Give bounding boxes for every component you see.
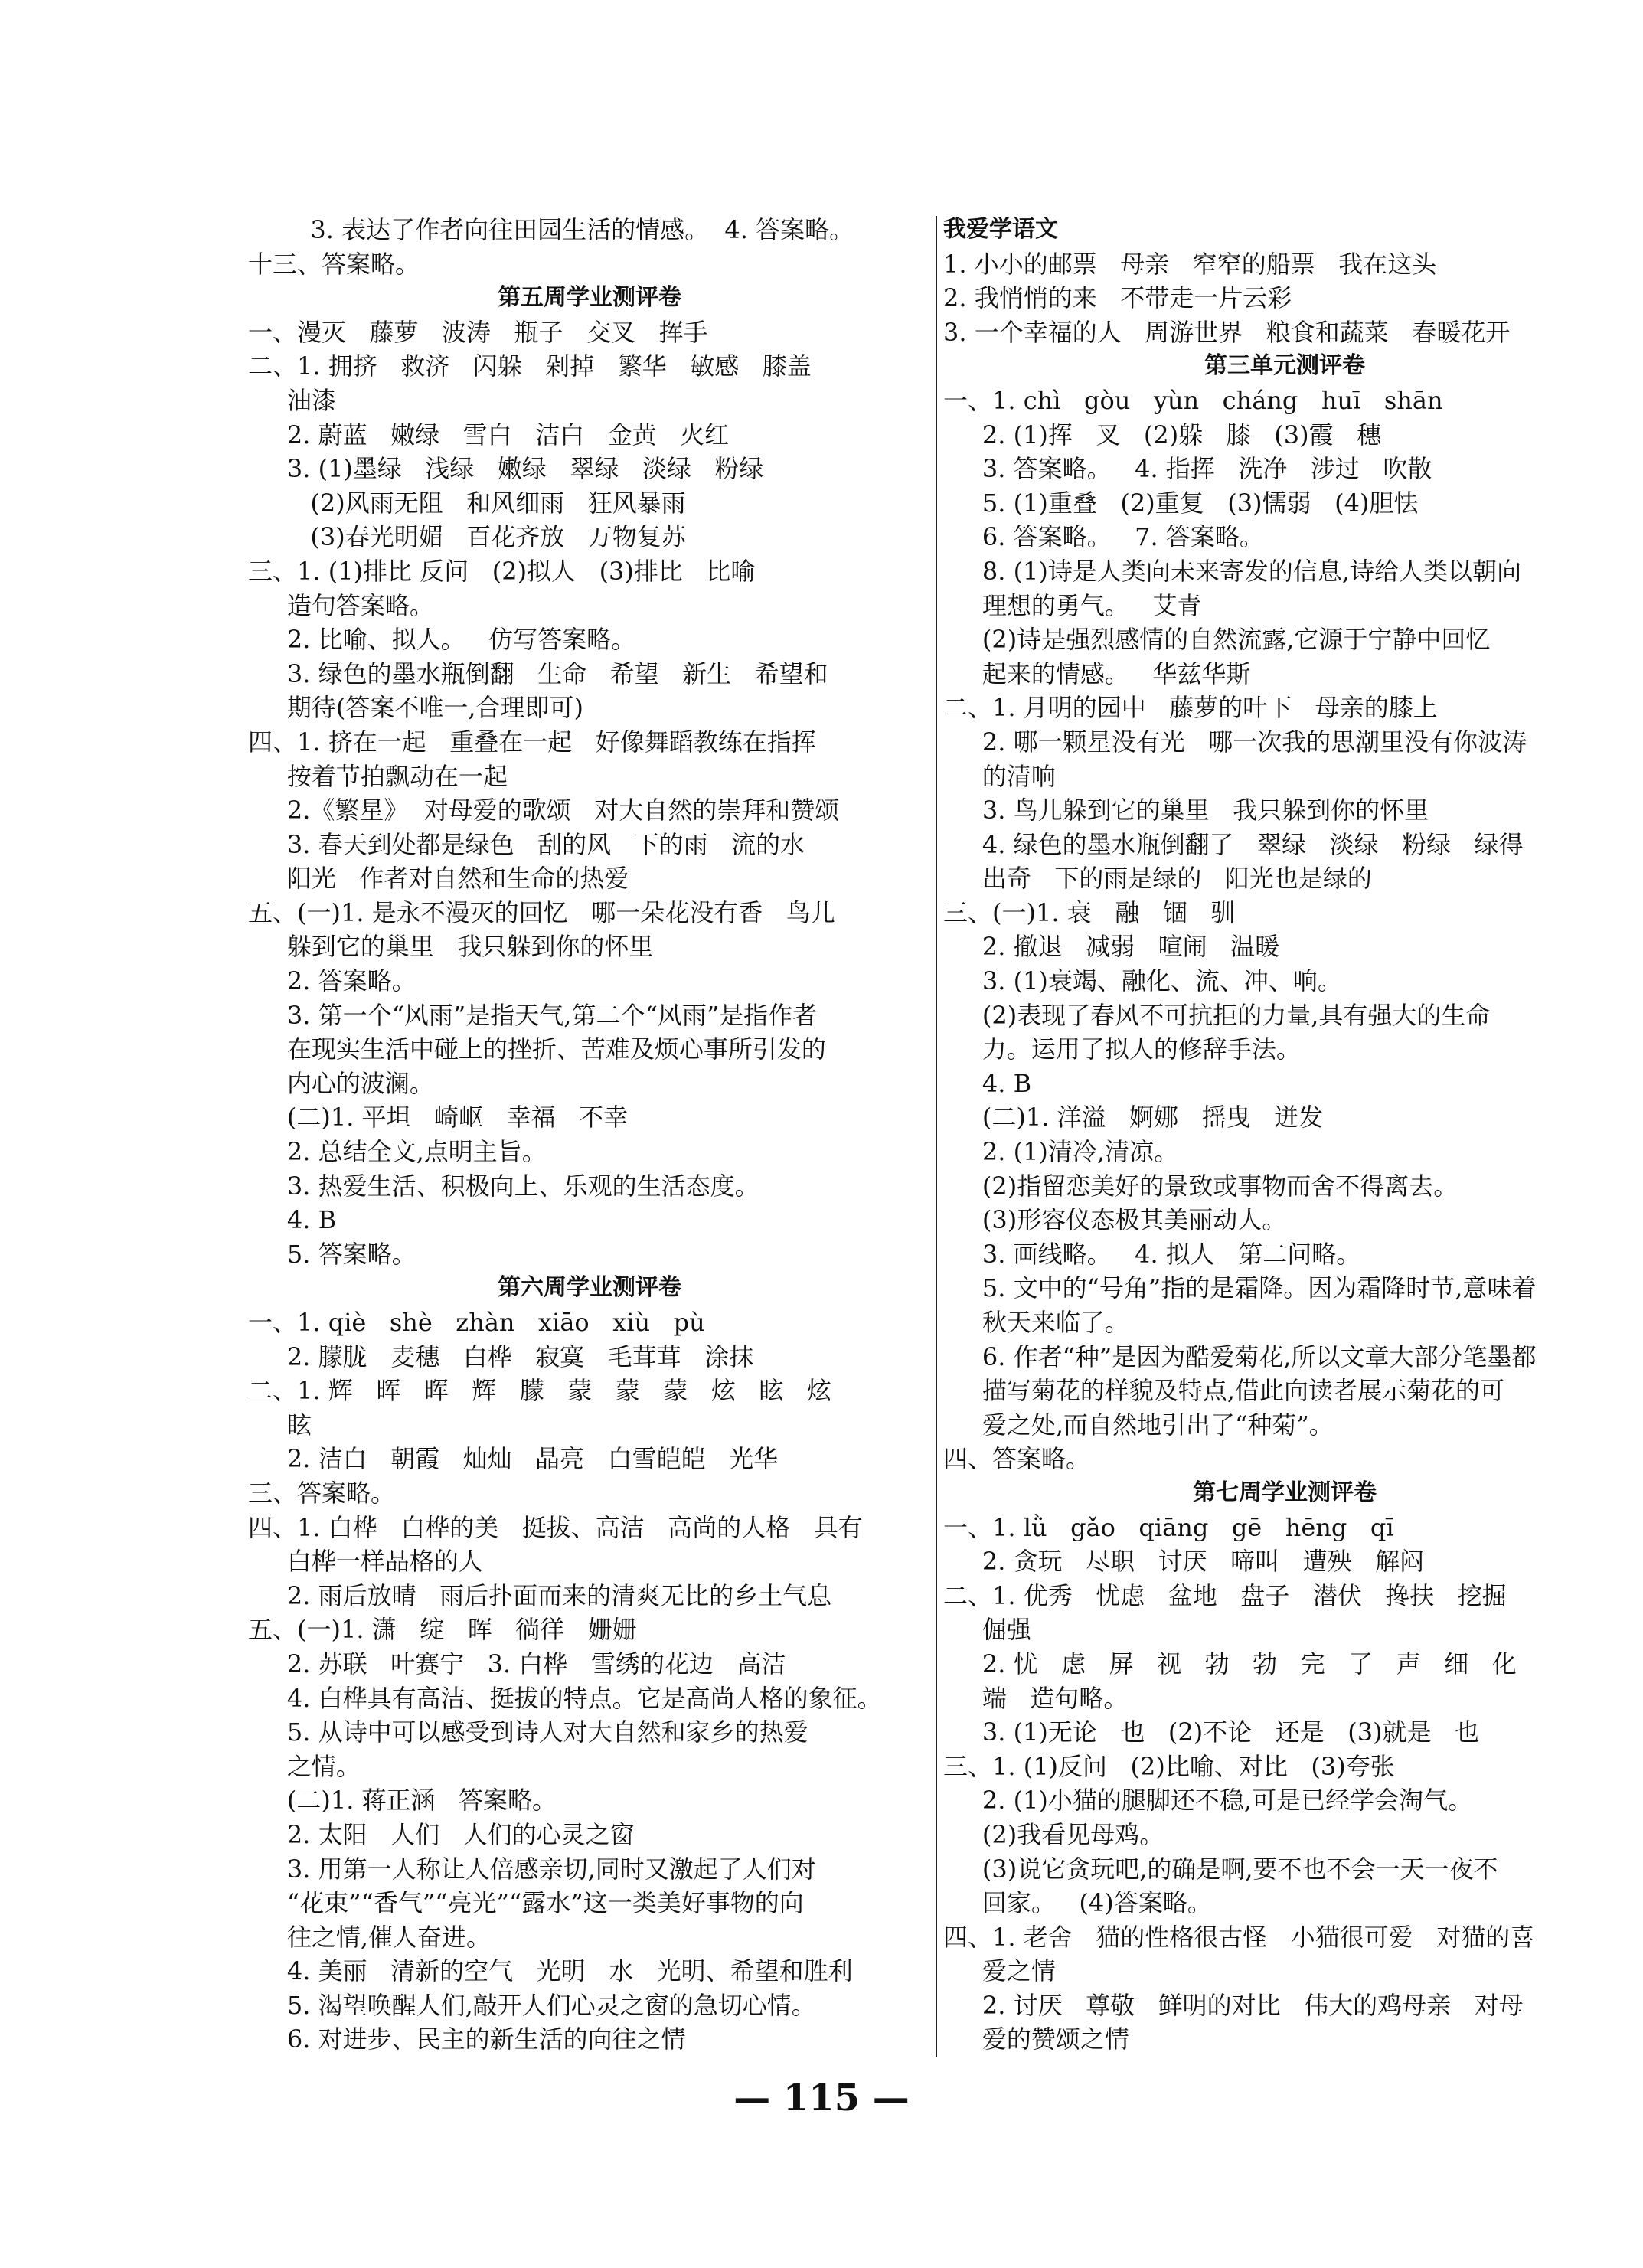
answer-line: 倔强 — [943, 1615, 1031, 1645]
answer-line: 2. 比喻、拟人。 仿写答案略。 — [248, 625, 636, 655]
answer-line: 阳光 作者对自然和生命的热爱 — [248, 864, 629, 894]
answer-line: 理想的勇气。 艾青 — [943, 590, 1202, 620]
answer-line: 造句答案略。 — [248, 590, 434, 620]
answer-line: 四、1. 挤在一起 重叠在一起 好像舞蹈教练在指挥 — [248, 727, 816, 757]
answer-line: 1. 小小的邮票 母亲 窄窄的船票 我在这头 — [943, 249, 1437, 279]
answer-line: 描写菊花的样貌及特点,借此向读者展示菊花的可 — [943, 1376, 1505, 1406]
answer-line: 2. 撤退 减弱 喧闹 温暖 — [943, 932, 1280, 962]
answer-line: (3)春光明媚 百花齐放 万物复苏 — [248, 522, 686, 552]
answer-line: 4. 美丽 清新的空气 光明 水 光明、希望和胜利 — [248, 1956, 853, 1986]
answer-line: 一、1. lǜ gǎo qiāng gē hēng qī — [943, 1512, 1394, 1542]
left-column — [248, 213, 931, 2057]
answer-line: 3. 画线略。 4. 拟人 第二问略。 — [943, 1239, 1361, 1269]
answer-line: 5. 从诗中可以感受到诗人对大自然和家乡的热爱 — [248, 1717, 808, 1747]
answer-line: 2. (1)清冷,清凉。 — [943, 1137, 1179, 1167]
answer-line: 一、1. chì gòu yùn cháng huī shān — [943, 385, 1443, 415]
answer-line: “花束”“香气”“亮光”“露水”这一类美好事物的向 — [248, 1888, 804, 1918]
answer-line: 力。运用了拟人的修辞手法。 — [943, 1034, 1301, 1064]
answer-line: 4. B — [943, 1068, 1032, 1098]
answer-line: 8. (1)诗是人类向未来寄发的信息,诗给人类以朝向 — [943, 556, 1522, 586]
answer-line: 3. 绿色的墨水瓶倒翻 生命 希望 新生 希望和 — [248, 659, 828, 688]
answer-line: 五、(一)1. 是永不漫灭的回忆 哪一朵花没有香 鸟儿 — [248, 897, 835, 927]
answer-line: 5. 渴望唤醒人们,敲开人们心灵之窗的急切心情。 — [248, 1990, 816, 2020]
answer-line: 我爱学语文 — [943, 216, 1058, 243]
answer-line: (2)诗是强烈感情的自然流露,它源于宁静中回忆 — [943, 625, 1491, 655]
answer-line: 出奇 下的雨是绿的 阳光也是绿的 — [943, 864, 1372, 894]
answer-line: 回家。 (4)答案略。 — [943, 1888, 1212, 1918]
answer-line: 3. 用第一人称让人倍感亲切,同时又激起了人们对 — [248, 1854, 816, 1884]
answer-line: 3. (1)无论 也 (2)不论 还是 (3)就是 也 — [943, 1717, 1480, 1747]
answer-line: 三、1. (1)反问 (2)比喻、对比 (3)夸张 — [943, 1751, 1395, 1781]
answer-line: 四、答案略。 — [943, 1444, 1091, 1474]
answer-line: 2. 苏联 叶赛宁 3. 白桦 雪绣的花边 高洁 — [248, 1649, 786, 1678]
answer-line: 五、(一)1. 潇 绽 晖 徜徉 姗姗 — [248, 1615, 637, 1645]
answer-line: 秋天来临了。 — [943, 1308, 1129, 1337]
column-divider — [936, 216, 937, 2057]
answer-line: 按着节拍飘动在一起 — [248, 761, 508, 791]
answer-line: 5. 答案略。 — [248, 1239, 416, 1269]
answer-line: (二)1. 蒋正涵 答案略。 — [248, 1786, 557, 1815]
answer-line: (3)说它贪玩吧,的确是啊,要不也不会一天一夜不 — [943, 1854, 1498, 1884]
answer-line: 白桦一样品格的人 — [248, 1547, 483, 1577]
answer-line: 2. (1)挥 叉 (2)躲 膝 (3)霞 穗 — [943, 420, 1382, 449]
right-column — [943, 213, 1626, 2057]
answer-line: 2.《繁星》 对母爱的歌颂 对大自然的崇拜和赞颂 — [248, 796, 840, 825]
section-heading: 第七周学业测评卷 — [1193, 1479, 1377, 1506]
answer-line: 2. 洁白 朝霞 灿灿 晶亮 白雪皑皑 光华 — [248, 1444, 779, 1474]
answer-line: 的清响 — [943, 761, 1056, 791]
answer-line: 四、1. 白桦 白桦的美 挺拔、高洁 高尚的人格 具有 — [248, 1512, 863, 1542]
answer-line: 2. 贪玩 尽职 讨厌 啼叫 遭殃 解闷 — [943, 1547, 1425, 1577]
answer-line: 三、1. (1)排比 反问 (2)拟人 (3)排比 比喻 — [248, 556, 756, 586]
answer-line: 2. 讨厌 尊敬 鲜明的对比 伟大的鸡母亲 对母 — [943, 1990, 1524, 2020]
answer-line: 二、1. 拥挤 救济 闪躲 剁掉 繁华 敏感 膝盖 — [248, 351, 812, 381]
answer-line: 期待(答案不唯一,合理即可) — [248, 693, 584, 723]
answer-line: 躲到它的巢里 我只躲到你的怀里 — [248, 932, 654, 962]
answer-line: (2)指留恋美好的景致或事物而舍不得离去。 — [943, 1171, 1458, 1201]
answer-line: (2)我看见母鸡。 — [943, 1819, 1164, 1849]
answer-line: 3. (1)衰竭、融化、流、冲、响。 — [943, 966, 1342, 996]
answer-line: 5. (1)重叠 (2)重复 (3)懦弱 (4)胆怯 — [943, 488, 1419, 518]
answer-line: 之情。 — [248, 1751, 361, 1781]
answer-line: 端 造句略。 — [943, 1683, 1129, 1713]
answer-line: 2. 蔚蓝 嫩绿 雪白 洁白 金黄 火红 — [248, 420, 730, 449]
answer-line: (二)1. 平坦 崎岖 幸福 不幸 — [248, 1103, 629, 1132]
answer-line: 2. 我悄悄的来 不带走一片云彩 — [943, 283, 1292, 313]
answer-line: 4. 白桦具有高洁、挺拔的特点。它是高尚人格的象征。 — [248, 1683, 882, 1713]
section-heading: 第三单元测评卷 — [1204, 352, 1365, 380]
section-heading: 第六周学业测评卷 — [498, 1274, 681, 1302]
answer-line: 三、答案略。 — [248, 1478, 396, 1508]
answer-line: 3. 鸟儿躲到它的巢里 我只躲到你的怀里 — [943, 796, 1429, 825]
answer-line: 3. 春天到处都是绿色 刮的风 下的雨 流的水 — [248, 829, 805, 859]
answer-line: (3)形容仪态极其美丽动人。 — [943, 1205, 1287, 1235]
answer-line: 3. 一个幸福的人 周游世界 粮食和蔬菜 春暖花开 — [943, 317, 1511, 347]
answer-line: 一、漫灭 藤萝 波涛 瓶子 交叉 挥手 — [248, 317, 708, 347]
answer-line: 3. 表达了作者向往田园生活的情感。 4. 答案略。 — [248, 215, 854, 244]
answer-line: 2. 太阳 人们 人们的心灵之窗 — [248, 1819, 635, 1849]
answer-line: 三、(一)1. 衰 融 锢 驯 — [943, 897, 1236, 927]
answer-line: 2. 忧 虑 屏 视 勃 勃 完 了 声 细 化 — [943, 1649, 1517, 1678]
answer-line: 油漆 — [248, 385, 336, 415]
answer-line: 2. 总结全文,点明主旨。 — [248, 1137, 547, 1167]
answer-line: 爱之情 — [943, 1956, 1056, 1986]
answer-line: 爱的赞颂之情 — [943, 2025, 1129, 2054]
answer-line: 2. 哪一颗星没有光 哪一次我的思潮里没有你波涛 — [943, 727, 1527, 757]
answer-line: 3. 答案略。 4. 指挥 洗净 涉过 吹散 — [943, 454, 1432, 484]
section-heading: 第五周学业测评卷 — [498, 284, 681, 312]
answer-line: (2)风雨无阻 和风细雨 狂风暴雨 — [248, 488, 686, 518]
answer-line: 4. 绿色的墨水瓶倒翻了 翠绿 淡绿 粉绿 绿得 — [943, 829, 1524, 859]
answer-line: 2. (1)小猫的腿脚还不稳,可是已经学会淘气。 — [943, 1786, 1473, 1815]
answer-line: 四、1. 老舍 猫的性格很古怪 小猫很可爱 对猫的喜 — [943, 1922, 1535, 1952]
page-number: — 115 — — [733, 2077, 910, 2119]
answer-line: 3. (1)墨绿 浅绿 嫩绿 翠绿 淡绿 粉绿 — [248, 454, 764, 484]
answer-line: (二)1. 洋溢 婀娜 摇曳 迸发 — [943, 1103, 1324, 1132]
answer-line: 6. 作者“种”是因为酷爱菊花,所以文章大部分笔墨都 — [943, 1342, 1537, 1371]
answer-line: 3. 热爱生活、积极向上、乐观的生活态度。 — [248, 1171, 759, 1201]
answer-line: 二、1. 月明的园中 藤萝的叶下 母亲的膝上 — [943, 693, 1438, 723]
answer-line: 2. 雨后放晴 雨后扑面而来的清爽无比的乡土气息 — [248, 1580, 832, 1610]
answer-line: 4. B — [248, 1205, 337, 1235]
answer-line: 5. 文中的“号角”指的是霜降。因为霜降时节,意味着 — [943, 1273, 1537, 1303]
answer-line: 3. 第一个“风雨”是指天气,第二个“风雨”是指作者 — [248, 1000, 818, 1030]
answer-line: 眩 — [248, 1410, 312, 1440]
answer-line: 二、1. 辉 晖 晖 辉 朦 蒙 蒙 蒙 炫 眩 炫 — [248, 1376, 831, 1406]
answer-line: 十三、答案略。 — [248, 249, 420, 279]
answer-line: 起来的情感。 华兹华斯 — [943, 659, 1251, 688]
answer-line: 内心的波澜。 — [248, 1068, 434, 1098]
answer-line: 2. 答案略。 — [248, 966, 416, 996]
answer-line: 一、1. qiè shè zhàn xiāo xiù pù — [248, 1308, 705, 1337]
answer-line: 6. 对进步、民主的新生活的向往之情 — [248, 2025, 686, 2054]
answer-line: 在现实生活中碰上的挫折、苦难及烦心事所引发的 — [248, 1034, 826, 1064]
answer-line: 爱之处,而自然地引出了“种菊”。 — [943, 1410, 1334, 1440]
answer-line: 往之情,催人奋进。 — [248, 1922, 492, 1952]
answer-line: 6. 答案略。 7. 答案略。 — [943, 522, 1264, 552]
answer-line: 二、1. 优秀 忧虑 盆地 盘子 潜伏 搀扶 挖掘 — [943, 1580, 1507, 1610]
answer-line: (2)表现了春风不可抗拒的力量,具有强大的生命 — [943, 1000, 1491, 1030]
answer-line: 2. 朦胧 麦穗 白桦 寂寞 毛茸茸 涂抹 — [248, 1342, 754, 1371]
